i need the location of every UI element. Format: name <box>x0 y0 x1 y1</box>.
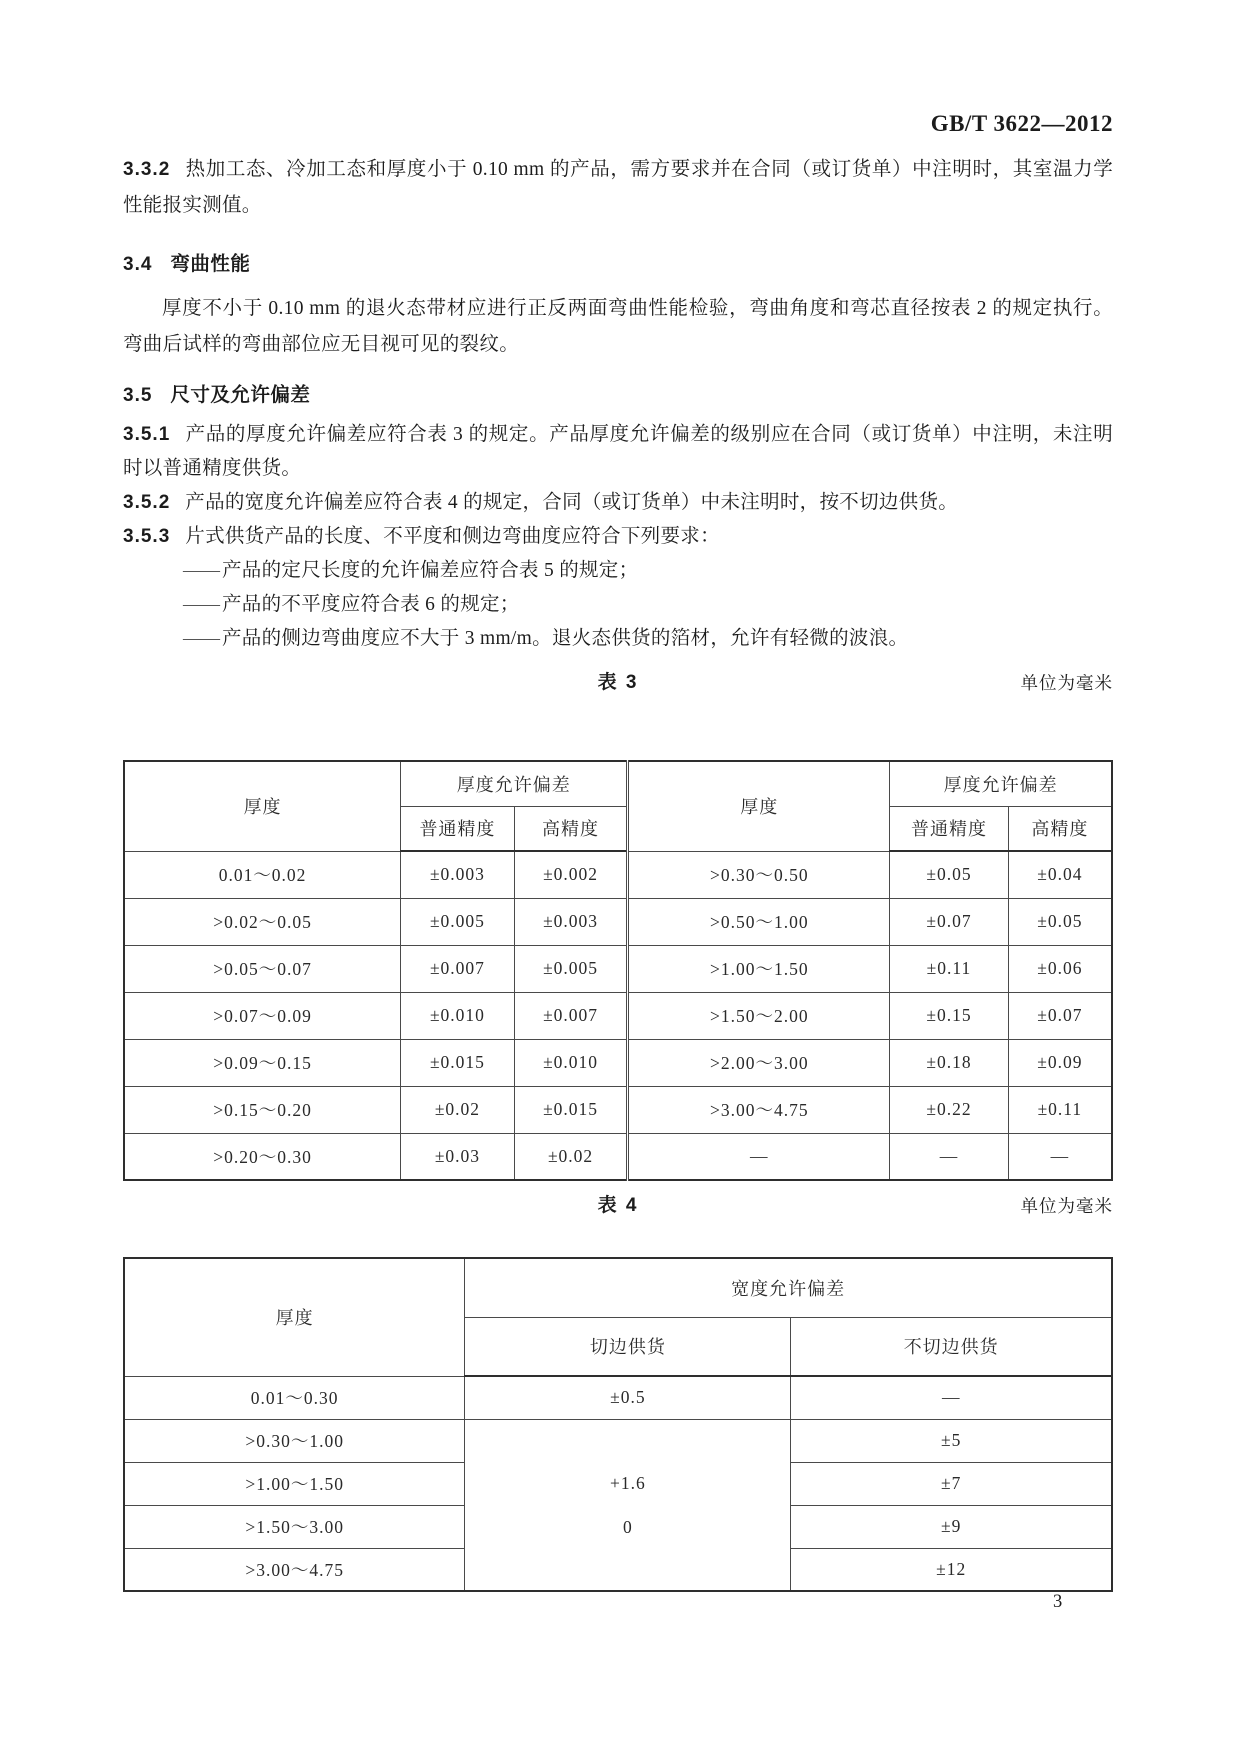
high-tolerance-cell: ±0.015 <box>514 1086 628 1133</box>
table4-col-untrimmed: 不切边供货 <box>791 1317 1112 1376</box>
thickness-range-cell: >3.00～4.75 <box>628 1086 890 1133</box>
trimmed-tolerance-cell: ±0.5 <box>465 1376 791 1419</box>
clause-text: 片式供货产品的长度、不平度和侧边弯曲度应符合下列要求： <box>185 526 720 547</box>
table3-thickness-tolerances <box>123 760 1113 1181</box>
untrimmed-tolerance-cell: ±12 <box>791 1548 1112 1591</box>
list-item-text: 产品的定尺长度的允许偏差应符合表 5 的规定； <box>222 560 639 581</box>
table4-unit-note: 单位为毫米 <box>1020 1196 1113 1216</box>
thickness-range-cell: >1.00～1.50 <box>628 945 890 992</box>
untrimmed-tolerance-cell: ±7 <box>791 1462 1112 1505</box>
thickness-range-cell: >1.50～3.00 <box>124 1505 465 1548</box>
heading-title: 尺寸及允许偏差 <box>170 384 311 406</box>
clause-3-3-2 <box>123 152 1113 224</box>
table4-caption-row <box>123 1191 1113 1221</box>
high-tolerance-cell: ±0.010 <box>514 1039 628 1086</box>
normal-tolerance-cell: ±0.18 <box>890 1039 1009 1086</box>
table4-header-row <box>124 1258 1112 1317</box>
untrimmed-tolerance-cell: ±9 <box>791 1505 1112 1548</box>
dash-marker: —— <box>183 594 218 615</box>
dash-marker: —— <box>183 628 218 649</box>
high-tolerance-cell: ±0.003 <box>514 898 628 945</box>
table3-col-normal-left: 普通精度 <box>401 806 515 851</box>
high-tolerance-cell: ±0.06 <box>1008 945 1112 992</box>
normal-tolerance-cell: — <box>890 1133 1009 1180</box>
trimmed-tolerance-merged-cell <box>465 1419 791 1591</box>
thickness-range-cell: >1.50～2.00 <box>628 992 890 1039</box>
table-row <box>124 851 1112 898</box>
table3-col-high-left: 高精度 <box>514 806 628 851</box>
high-tolerance-cell: ±0.002 <box>514 851 628 898</box>
high-tolerance-cell: ±0.07 <box>1008 992 1112 1039</box>
table3-col-high-right: 高精度 <box>1008 806 1112 851</box>
clause-number: 3.5.1 <box>123 424 171 445</box>
page-number: 3 <box>1053 1592 1063 1612</box>
clause-text: 产品的宽度允许偏差应符合表 4 的规定，合同（或订货单）中未注明时，按不切边供货。 <box>185 492 959 513</box>
table-row <box>124 898 1112 945</box>
normal-tolerance-cell: ±0.005 <box>401 898 515 945</box>
thickness-range-cell: — <box>628 1133 890 1180</box>
clause-number: 3.4 <box>123 254 153 275</box>
thickness-range-cell: >0.30～0.50 <box>628 851 890 898</box>
high-tolerance-cell: ±0.02 <box>514 1133 628 1180</box>
table-row <box>124 992 1112 1039</box>
dash-marker: —— <box>183 560 218 581</box>
table3-col-tolerance-left: 厚度允许偏差 <box>401 761 628 806</box>
normal-tolerance-cell: ±0.22 <box>890 1086 1009 1133</box>
normal-tolerance-cell: ±0.03 <box>401 1133 515 1180</box>
normal-tolerance-cell: ±0.007 <box>401 945 515 992</box>
table3-col-thickness-left: 厚度 <box>124 761 401 851</box>
high-tolerance-cell: ±0.05 <box>1008 898 1112 945</box>
thickness-range-cell: 0.01～0.30 <box>124 1376 465 1419</box>
normal-tolerance-cell: ±0.015 <box>401 1039 515 1086</box>
normal-tolerance-cell: ±0.010 <box>401 992 515 1039</box>
thickness-range-cell: >0.05～0.07 <box>124 945 401 992</box>
high-tolerance-cell: ±0.007 <box>514 992 628 1039</box>
tolerance-lower-value: 0 <box>623 1516 633 1537</box>
untrimmed-tolerance-cell: — <box>791 1376 1112 1419</box>
thickness-range-cell: >0.02～0.05 <box>124 898 401 945</box>
high-tolerance-cell: ±0.005 <box>514 945 628 992</box>
thickness-range-cell: >0.07～0.09 <box>124 992 401 1039</box>
clause-3-5-3 <box>123 520 1113 554</box>
table-row <box>124 1133 1112 1180</box>
clause-number: 3.5.2 <box>123 492 171 513</box>
high-tolerance-cell: ±0.11 <box>1008 1086 1112 1133</box>
clause-3-5-1 <box>123 418 1113 486</box>
table-row <box>124 1376 1112 1419</box>
normal-tolerance-cell: ±0.15 <box>890 992 1009 1039</box>
table3-caption-row <box>123 668 1113 698</box>
table3-col-normal-right: 普通精度 <box>890 806 1009 851</box>
table4-width-tolerances <box>123 1257 1113 1592</box>
heading-3-4 <box>123 250 1113 279</box>
table4-col-tolerance: 宽度允许偏差 <box>465 1258 1112 1317</box>
clause-3-5-2 <box>123 486 1113 520</box>
table3-header-row <box>124 761 1112 806</box>
normal-tolerance-cell: ±0.02 <box>401 1086 515 1133</box>
table4-caption: 表 4 <box>597 1195 639 1216</box>
normal-tolerance-cell: ±0.07 <box>890 898 1009 945</box>
thickness-range-cell: >1.00～1.50 <box>124 1462 465 1505</box>
thickness-range-cell: >0.09～0.15 <box>124 1039 401 1086</box>
tolerance-upper-value: +1.6 <box>610 1472 646 1493</box>
thickness-range-cell: 0.01～0.02 <box>124 851 401 898</box>
normal-tolerance-cell: ±0.003 <box>401 851 515 898</box>
table3-col-thickness-right: 厚度 <box>628 761 890 851</box>
table3-col-tolerance-right: 厚度允许偏差 <box>890 761 1112 806</box>
untrimmed-tolerance-cell: ±5 <box>791 1419 1112 1462</box>
clause-text: 产品的厚度允许偏差应符合表 3 的规定。产品厚度允许偏差的级别应在合同（或订货单）中注明，未注明时以普通精度供货。 <box>123 424 1113 479</box>
table4-col-trimmed: 切边供货 <box>465 1317 791 1376</box>
thickness-range-cell: >2.00～3.00 <box>628 1039 890 1086</box>
thickness-range-cell: >0.30～1.00 <box>124 1419 465 1462</box>
standard-number-header: GB/T 3622—2012 <box>930 111 1113 136</box>
list-item <box>123 554 1113 588</box>
table4-col-thickness: 厚度 <box>124 1258 465 1376</box>
high-tolerance-cell: ±0.04 <box>1008 851 1112 898</box>
thickness-range-cell: >0.50～1.00 <box>628 898 890 945</box>
list-item <box>123 588 1113 622</box>
table-row <box>124 1419 1112 1462</box>
thickness-range-cell: >3.00～4.75 <box>124 1548 465 1591</box>
list-item <box>123 622 1113 656</box>
normal-tolerance-cell: ±0.11 <box>890 945 1009 992</box>
table-row <box>124 945 1112 992</box>
thickness-range-cell: >0.15～0.20 <box>124 1086 401 1133</box>
normal-tolerance-cell: ±0.05 <box>890 851 1009 898</box>
high-tolerance-cell: — <box>1008 1133 1112 1180</box>
table3-unit-note: 单位为毫米 <box>1020 673 1113 693</box>
clause-number: 3.3.2 <box>123 159 171 180</box>
heading-3-5 <box>123 381 1113 410</box>
list-item-text: 产品的不平度应符合表 6 的规定； <box>222 594 520 615</box>
table3-caption: 表 3 <box>597 672 639 693</box>
clause-text: 热加工态、冷加工态和厚度小于 0.10 mm 的产品，需方要求并在合同（或订货单）中注明时，其室温力学性能报实测值。 <box>123 159 1113 216</box>
list-item-text: 产品的侧边弯曲度应不大于 3 mm/m。退火态供货的箔材，允许有轻微的波浪。 <box>222 628 909 649</box>
high-tolerance-cell: ±0.09 <box>1008 1039 1112 1086</box>
heading-title: 弯曲性能 <box>170 253 251 275</box>
thickness-range-cell: >0.20～0.30 <box>124 1133 401 1180</box>
table-row <box>124 1039 1112 1086</box>
clause-3-4-text: 厚度不小于 0.10 mm 的退火态带材应进行正反两面弯曲性能检验，弯曲角度和弯芯直径按表 2 的规定执行。弯曲后试样的弯曲部位应无目视可见的裂纹。 <box>123 298 1113 355</box>
clause-number: 3.5 <box>123 385 153 406</box>
table-row <box>124 1086 1112 1133</box>
clause-number: 3.5.3 <box>123 526 171 547</box>
